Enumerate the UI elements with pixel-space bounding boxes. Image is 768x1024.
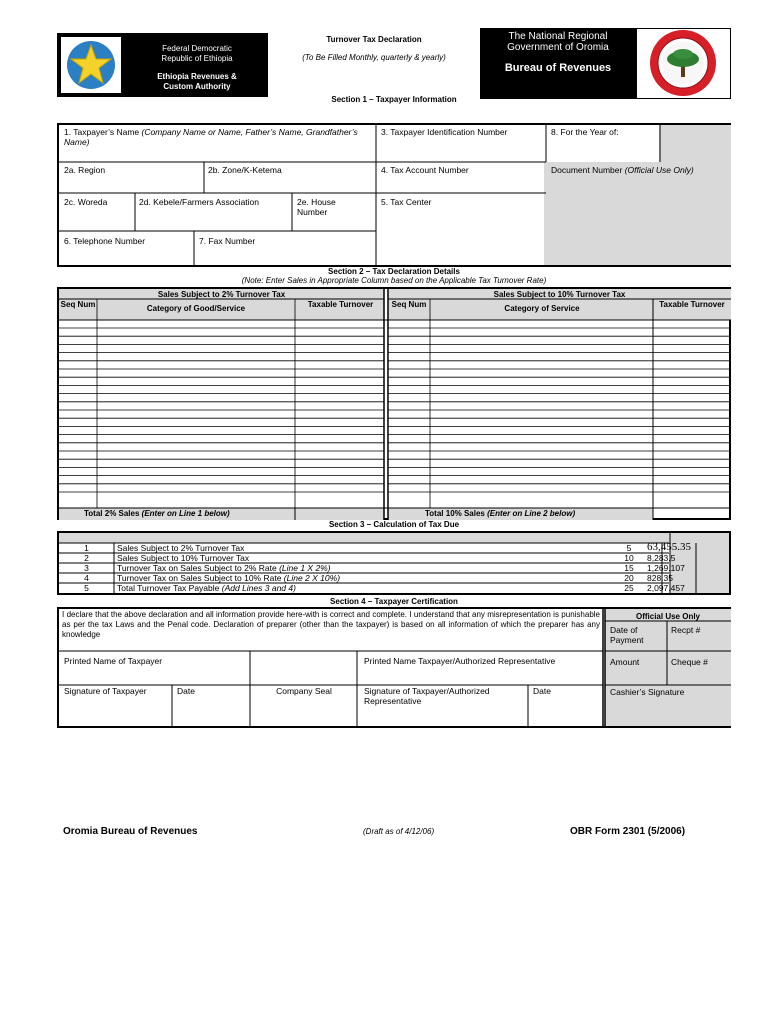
left-seq-header: Seq Num [60, 300, 96, 309]
telephone-label: 6. Telephone Number [64, 236, 146, 246]
signature-rep-label: Signature of Taxpayer/Authorized Representative [364, 686, 490, 706]
right-header: Sales Subject to 10% Turnover Tax [493, 290, 626, 299]
year-label: 8. For the Year of: [551, 127, 619, 137]
tin-label: 3. Taxpayer Identification Number [381, 127, 508, 137]
oromia-seal-icon [637, 29, 730, 98]
calc-row-value[interactable]: 8,283.5 [647, 553, 676, 563]
fax-label: 7. Fax Number [199, 236, 256, 246]
calc-row-line-number: 10 [624, 553, 634, 563]
right-total-label: Total 10% Sales (Enter on Line 2 below) [425, 509, 576, 518]
authority-line1: Ethiopia Revenues & [157, 72, 237, 81]
calc-row-line-number: 20 [624, 573, 634, 583]
calc-row-description: Sales Subject to 2% Turnover Tax [117, 543, 245, 553]
calc-row-num: 5 [84, 583, 89, 593]
date-label: Date [177, 686, 195, 696]
left-taxable-header: Taxable Turnover [307, 300, 374, 309]
zone-label: 2b. Zone/K-Ketema [208, 165, 282, 175]
calc-row-description: Turnover Tax on Sales Subject to 10% Rate (Line 2 X 10%) [117, 573, 341, 583]
company-seal-label: Company Seal [276, 686, 332, 696]
receipt-label: Recpt # [671, 625, 701, 635]
federal-line1: Federal Democratic [162, 44, 232, 53]
left-total-label: Total 2% Sales (Enter on Line 1 below) [84, 509, 230, 518]
calc-row-line-number: 25 [624, 583, 634, 593]
calc-row-description: Sales Subject to 10% Turnover Tax [117, 553, 250, 563]
right-category-header: Category of Service [504, 304, 580, 313]
calc-row-num: 3 [84, 563, 89, 573]
cashier-signature-label: Cashier’s Signature [610, 687, 685, 697]
calc-row-value[interactable]: 63,455.35 [647, 541, 691, 553]
document-number-label: Document Number (Official Use Only) [551, 165, 694, 175]
footer-center: (Draft as of 4/12/06) [363, 827, 435, 836]
calc-row-value[interactable]: 828.35 [647, 573, 673, 583]
calc-row-value[interactable]: 1,269.107 [647, 563, 685, 573]
form-title: Turnover Tax Declaration [326, 35, 422, 44]
declaration-text: I declare that the above declaration and all information provide here-with is correct and complete. I understand that any misrepresentation is punishable as per the tax Laws and the Penal code. Declaration of preparer (other than the taxpayer) is based on all information of which the preparer has any knowledge [62, 610, 600, 639]
section4-box [57, 607, 731, 728]
section2-grid [57, 287, 731, 520]
calc-row-description: Turnover Tax on Sales Subject to 2% Rate (Line 1 X 2%) [117, 563, 331, 573]
header-left-box [57, 33, 268, 97]
official-use-title: Official Use Only [635, 612, 701, 621]
right-seq-header: Seq Num [391, 300, 427, 309]
region-label: 2a. Region [64, 165, 106, 175]
tax-account-label: 4. Tax Account Number [381, 165, 469, 175]
section3-box [57, 531, 731, 595]
printed-name-label: Printed Name of Taxpayer [64, 656, 163, 666]
printed-rep-label: Printed Name Taxpayer/Authorized Representative [364, 656, 556, 666]
regional-line1: The National Regional [508, 31, 608, 42]
date-of-payment-label: Date of Payment [610, 625, 644, 645]
ethiopia-emblem-icon [61, 37, 121, 93]
header-right-box [480, 28, 636, 99]
kebele-label: 2d. Kebele/Farmers Association [139, 197, 260, 207]
section2-table [57, 287, 731, 520]
section2-note: (Note: Enter Sales in Appropriate Column based on the Applicable Tax Turnover Rate) [241, 276, 547, 285]
seal-frame [636, 28, 731, 99]
form-subtitle: (To Be Filled Monthly, quarterly & yearly) [302, 53, 446, 62]
section2-title: Section 2 – Tax Declaration Details [328, 267, 460, 276]
section1-title: Section 1 – Taxpayer Information [331, 95, 457, 104]
federal-line2: Republic of Ethiopia [161, 54, 233, 63]
calc-row-num: 4 [84, 573, 89, 583]
section4-title: Section 4 – Taxpayer Certification [330, 597, 458, 606]
woreda-label: 2c. Woreda [64, 197, 108, 207]
regional-line2: Government of Oromia [507, 42, 609, 53]
tax-center-label: 5. Tax Center [381, 197, 432, 207]
right-taxable-header: Taxable Turnover [659, 300, 725, 309]
calc-row-line-number: 15 [624, 563, 634, 573]
rep-date-label: Date [533, 686, 551, 696]
authority-line2: Custom Authority [163, 82, 231, 91]
calc-row-line-number: 5 [626, 543, 632, 553]
footer-right: OBR Form 2301 (5/2006) [570, 826, 686, 837]
left-header: Sales Subject to 2% Turnover Tax [157, 290, 286, 299]
ethiopia-emblem-frame [61, 37, 121, 93]
amount-label: Amount [610, 657, 640, 667]
calc-row-description: Total Turnover Tax Payable (Add Lines 3 and 4) [117, 583, 296, 593]
cheque-label: Cheque # [671, 657, 708, 667]
taxpayer-name-label: 1. Taxpayer’s Name (Company Name or Name, Father’s Name, Grandfather’s Name) [64, 127, 358, 147]
calc-row-num: 2 [84, 553, 89, 563]
calc-row-value[interactable]: 2,097.457 [647, 583, 685, 593]
section1-box [57, 123, 731, 267]
footer-left: Oromia Bureau of Revenues [63, 826, 198, 837]
left-category-header: Category of Good/Service [146, 304, 246, 313]
bureau-title: Bureau of Revenues [504, 62, 612, 74]
signature-label: Signature of Taxpayer [64, 686, 147, 696]
calc-row-num: 1 [84, 543, 89, 553]
section3-title: Section 3 – Calculation of Tax Due [328, 520, 460, 529]
house-number-label: 2e. House Number [297, 197, 336, 217]
